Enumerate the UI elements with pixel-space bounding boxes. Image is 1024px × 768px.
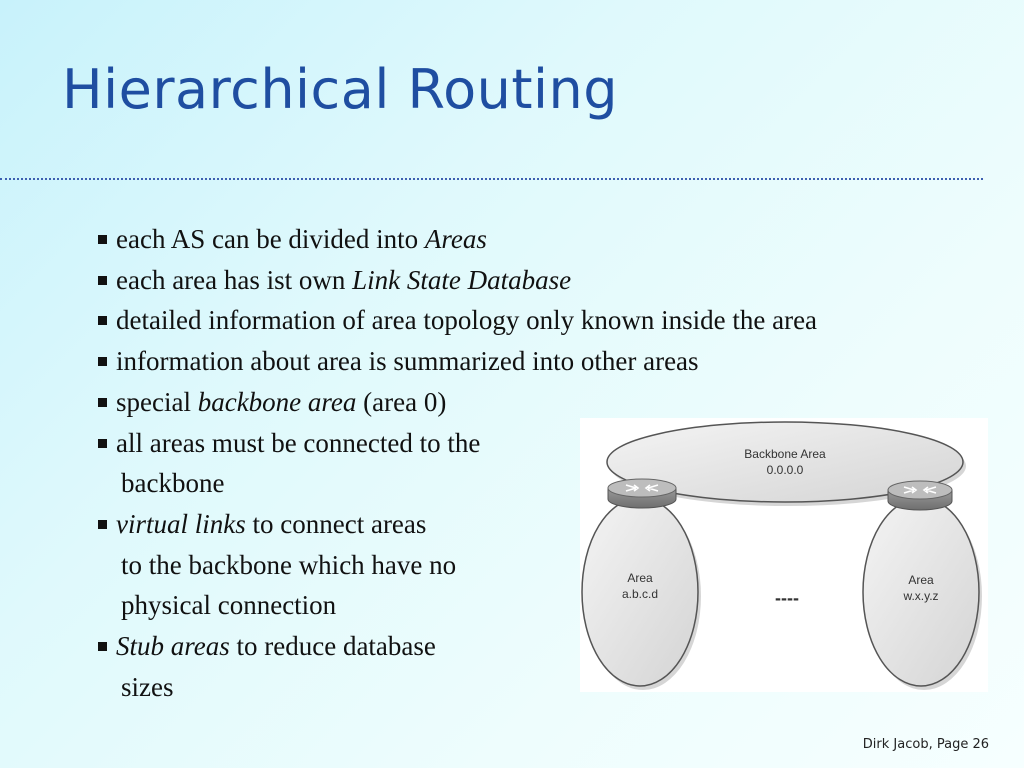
area-right-id: w.x.y.z — [903, 589, 939, 603]
bullet-continuation: to the backbone which have no — [121, 549, 457, 580]
bullet-item: each AS can be divided into Areas — [98, 219, 817, 260]
more-areas-ellipsis: ---- — [775, 588, 799, 608]
area-right — [863, 498, 982, 690]
bullet-item: each area has ist own Link State Database — [98, 260, 817, 301]
area-diagram-svg — [580, 418, 988, 692]
bullet-continuation: backbone — [121, 468, 225, 499]
area-diagram — [580, 418, 988, 692]
bullet-marker-icon — [98, 398, 107, 407]
bullet-marker-icon — [98, 316, 107, 325]
bullet-continuation: physical connection — [121, 590, 337, 621]
bullet-marker-icon — [98, 276, 107, 285]
area-left — [582, 498, 701, 690]
area-right-label: Area — [908, 573, 934, 587]
slide-title: Hierarchical Routing — [62, 58, 619, 121]
bullet-item: information about area is summarized into other areas — [98, 341, 817, 382]
bullet-marker-icon — [98, 642, 107, 651]
bullet-marker-icon — [98, 235, 107, 244]
backbone-area-label: Backbone Area — [744, 447, 826, 461]
bullet-item: detailed information of area topology only known inside the area — [98, 300, 817, 341]
area-left-id: a.b.c.d — [621, 587, 659, 601]
router-icon — [888, 481, 952, 510]
bullet-marker-icon — [98, 357, 107, 366]
router-icon — [608, 479, 676, 508]
bullet-marker-icon — [98, 520, 107, 529]
bullet-continuation: sizes — [121, 671, 174, 702]
bullet-item: special backbone area (area 0) — [98, 382, 817, 423]
bullet-item: Stub areas to reduce database sizes — [98, 626, 817, 707]
bullet-item: virtual links to connect areas to the backbone which have no physical connection — [98, 504, 817, 626]
bullet-marker-icon — [98, 439, 107, 448]
page-footer: Dirk Jacob, Page 26 — [862, 737, 989, 752]
area-left-label: Area — [627, 571, 653, 585]
title-divider — [0, 178, 983, 180]
backbone-area-id: 0.0.0.0 — [766, 463, 804, 477]
bullet-item: all areas must be connected to the backbone — [98, 423, 817, 504]
